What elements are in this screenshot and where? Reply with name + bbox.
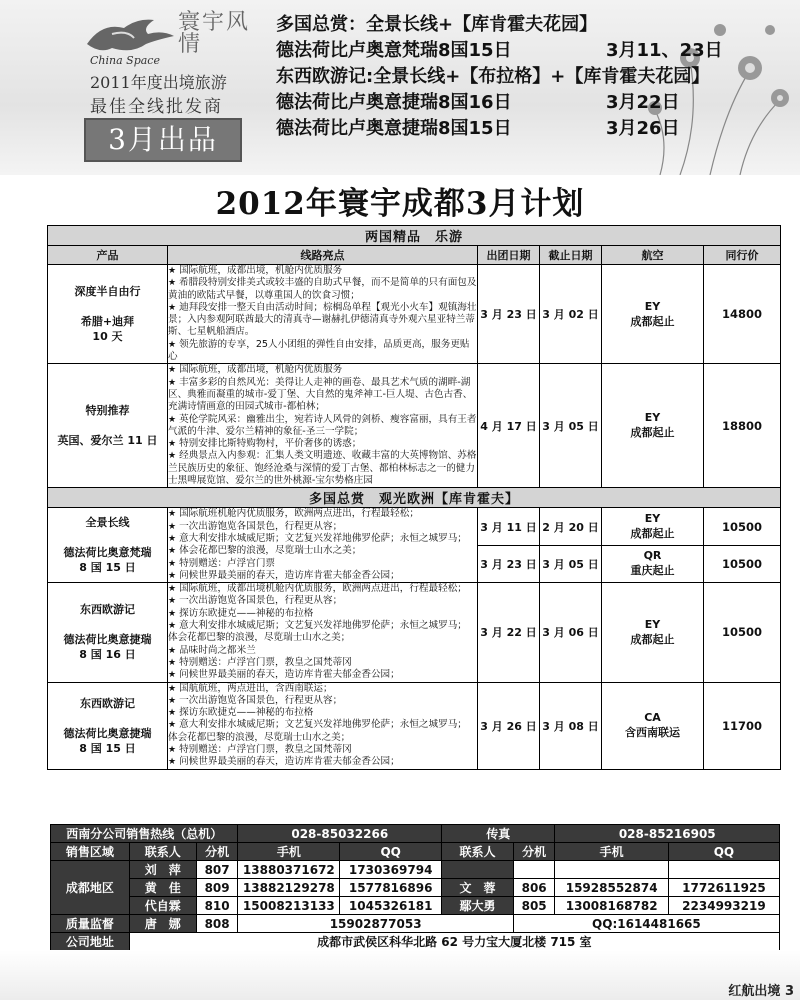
highlight-text: 国航航班，两点进出，含西南联运；	[179, 682, 333, 694]
highlights-cell	[168, 583, 478, 682]
contact-column-header: 联系人	[129, 843, 196, 861]
price: 11700	[704, 682, 781, 769]
column-header: 线路亮点	[168, 246, 478, 265]
highlight-item	[168, 695, 477, 707]
contact-qq	[668, 861, 779, 879]
tour-plan-table	[47, 225, 781, 770]
star-icon: ★	[168, 708, 177, 719]
airline-route: 含西南联运	[625, 726, 680, 740]
product-line: 深度半自由行	[74, 285, 141, 299]
route-item	[276, 116, 786, 142]
route-date: 3月22日	[606, 92, 680, 113]
highlight-text: 探访东欧捷克——神秘的布拉格	[179, 607, 314, 619]
contact-mobile: 15008213133	[238, 897, 340, 915]
highlight-item	[168, 570, 477, 582]
highlight-text: 迪拜段安排一整天自由活动时间；棕榈岛单程【观光小火车】观镇海壮景；入内参观阿联酋最大的清真寺—谢赫扎伊德清真寺外观六星亚特兰蒂斯、七星帆船酒店。	[168, 301, 477, 338]
staff-row	[51, 879, 780, 897]
product-cell	[48, 364, 168, 488]
route-item	[276, 64, 786, 90]
contact-table	[50, 824, 780, 951]
contact-name	[442, 861, 514, 879]
contact-ext: 805	[513, 897, 555, 915]
highlight-item	[168, 645, 477, 657]
star-icon: ★	[168, 608, 177, 619]
highlight-item	[168, 533, 477, 545]
qc-label: 质量监督	[51, 915, 130, 933]
contact-mobile: 13880371672	[238, 861, 340, 879]
footer-page-label: 红航出境 3	[728, 984, 794, 999]
route-name: 东西欧游记:全景长线+【布拉格】+【库肯霍夫花园】	[276, 66, 710, 87]
highlight-text: 问候世界最美丽的春天，造访库肯霍夫郁金香公园；	[179, 569, 400, 581]
highlight-text: 意大利安排水城威尼斯；文艺复兴发祥地佛罗伦萨；永恒之城罗马； 体会花都巴黎的浪漫，尽览瑞士山水之美；	[168, 620, 472, 644]
contact-column-header: 手机	[238, 843, 340, 861]
product-cell	[48, 682, 168, 769]
column-header: 产品	[48, 246, 168, 265]
deadline-date: 3 月 08 日	[540, 682, 602, 769]
highlight-item	[168, 719, 477, 744]
contact-name: 刘 萍	[129, 861, 196, 879]
contact-ext: 806	[513, 879, 555, 897]
flying-horse-icon	[82, 14, 177, 58]
contact-mobile	[555, 861, 668, 879]
price: 10500	[704, 545, 781, 582]
route-name: 德法荷比卢奥意捷瑞8国16日	[276, 92, 512, 113]
airline-code: QR	[643, 549, 662, 563]
deadline-date: 3 月 02 日	[540, 265, 602, 364]
airline-cell	[602, 265, 704, 364]
highlights-cell	[168, 508, 478, 583]
star-icon: ★	[168, 451, 177, 462]
route-date: 3月11、23日	[606, 40, 723, 61]
depart-date: 4 月 17 日	[478, 364, 540, 488]
highlight-item	[168, 744, 477, 756]
highlight-item	[168, 521, 477, 533]
column-header: 同行价	[704, 246, 781, 265]
slogan-line1: 2011年度出境旅游	[90, 73, 227, 92]
route-name: 德法荷比卢奥意梵瑞8国15日	[276, 40, 512, 61]
airline-cell	[602, 508, 704, 545]
star-icon: ★	[168, 683, 177, 694]
product-line: 全景长线	[85, 516, 130, 530]
star-icon: ★	[168, 695, 177, 706]
contact-qq: 2234993219	[668, 897, 779, 915]
hotline-label: 西南分公司销售热线（总机）	[51, 825, 238, 843]
highlight-text: 体会花都巴黎的浪漫，尽览瑞士山水之美；	[179, 545, 362, 557]
product-line	[48, 617, 167, 632]
contact-ext	[513, 861, 555, 879]
highlight-text: 探访东欧捷克——神秘的布拉格	[179, 707, 314, 719]
contact-ext: 807	[196, 861, 238, 879]
highlight-text: 特别赠送：卢浮宫门票，教皇之国梵蒂冈	[179, 743, 352, 755]
highlights-cell	[168, 364, 478, 488]
product-line	[48, 530, 167, 545]
logo-english: China Space	[90, 54, 160, 67]
star-icon: ★	[168, 645, 177, 656]
product-line: 希腊+迪拜	[80, 315, 135, 329]
contact-qq: 1772611925	[668, 879, 779, 897]
qc-name: 唐 娜	[129, 915, 196, 933]
depart-date: 3 月 23 日	[478, 545, 540, 582]
highlight-item	[168, 450, 477, 487]
fax-label: 传真	[442, 825, 555, 843]
star-icon: ★	[168, 757, 177, 768]
deadline-date: 3 月 05 日	[540, 545, 602, 582]
staff-row	[51, 861, 780, 879]
star-icon: ★	[168, 533, 177, 544]
highlight-item	[168, 583, 477, 595]
airline-code: CA	[644, 711, 661, 725]
highlight-item	[168, 756, 477, 768]
highlight-text: 希腊段特别安排美式或较丰盛的自助式早餐，而不是简单的只有面包及黄油的欧陆式早餐，以尊重国人的饮食习惯；	[168, 277, 477, 301]
highlight-text: 领先旅游的专享，25人小团组的弹性自由安排，品质更高，服务更贴心	[168, 338, 470, 363]
star-icon: ★	[168, 509, 177, 520]
product-line: 东西欧游记	[80, 603, 135, 617]
product-line: 8 国 15 日	[79, 561, 136, 575]
highlight-item	[168, 277, 477, 302]
highlight-text: 意大利安排水城威尼斯；文艺复兴发祥地佛罗伦萨；永恒之城罗马； 体会花都巴黎的浪漫，尽览瑞士山水之美；	[168, 719, 472, 743]
product-cell	[48, 265, 168, 364]
highlight-text: 一次出游饱览各国景色，行程更从容；	[179, 595, 343, 607]
address-label: 公司地址	[51, 933, 130, 951]
section-header: 两国精品 乐游	[48, 226, 781, 246]
product-line: 德法荷比奥意梵瑞	[63, 546, 152, 560]
airline-route: 成都起止	[630, 527, 675, 541]
footer-decoration	[0, 950, 800, 1000]
highlight-item	[168, 558, 477, 570]
route-item	[276, 38, 786, 64]
highlight-item	[168, 545, 477, 557]
product-line	[48, 299, 167, 314]
table-row	[48, 508, 781, 545]
price: 10500	[704, 583, 781, 682]
contact-column-header: 联系人	[442, 843, 514, 861]
depart-date: 3 月 23 日	[478, 265, 540, 364]
route-name: 多国总赏：全景长线+【库肯霍夫花园】	[276, 14, 598, 35]
slogan-line2: 最佳全线批发商	[90, 97, 223, 117]
header-banner	[0, 0, 800, 175]
star-icon: ★	[168, 278, 177, 289]
star-icon: ★	[168, 596, 177, 607]
contact-column-header: QQ	[340, 843, 442, 861]
table-row	[48, 682, 781, 769]
airline-route: 成都起止	[630, 314, 675, 328]
contact-name: 代自霖	[129, 897, 196, 915]
product-line	[48, 418, 167, 433]
contact-column-header: 分机	[196, 843, 238, 861]
hotline-number: 028-85032266	[238, 825, 442, 843]
march-badge: 3月出品	[84, 118, 242, 162]
product-line: 东西欧游记	[80, 696, 135, 710]
star-icon: ★	[168, 558, 177, 569]
highlight-item	[168, 339, 477, 364]
highlight-text: 一次出游饱览各国景色，行程更从容；	[179, 694, 343, 706]
highlight-text: 英伦学院风采：幽雅出尘，宛若诗人风骨的剑桥、瘦容富丽，具有王者气派的牛津、爱尔兰精神的象征-圣三一学院；	[168, 413, 477, 437]
product-line: 8 国 15 日	[79, 741, 136, 755]
highlights-cell	[168, 682, 478, 769]
column-header: 截止日期	[540, 246, 602, 265]
contact-mobile: 13882129278	[238, 879, 340, 897]
depart-date: 3 月 11 日	[478, 508, 540, 545]
highlight-item	[168, 508, 477, 520]
price: 10500	[704, 508, 781, 545]
highlight-text: 国际航班，成都出境，机舱内优质服务	[179, 265, 343, 276]
column-header: 航空	[602, 246, 704, 265]
fax-number: 028-85216905	[555, 825, 780, 843]
product-line: 英国、爱尔兰 11 日	[57, 434, 158, 448]
price: 18800	[704, 364, 781, 488]
highlight-text: 特别赠送：卢浮宫门票	[179, 557, 276, 569]
highlight-item	[168, 438, 477, 450]
product-line	[48, 711, 167, 726]
star-icon: ★	[168, 546, 177, 557]
page-title: 2012年寰宇成都3月计划	[215, 186, 585, 222]
product-line: 德法荷比奥意捷瑞	[63, 633, 152, 647]
highlight-text: 意大利安排水城威尼斯；文艺复兴发祥地佛罗伦萨；永恒之城罗马；	[179, 532, 467, 544]
depart-date: 3 月 26 日	[478, 682, 540, 769]
contact-qq: 1045326181	[340, 897, 442, 915]
deadline-date: 2 月 20 日	[540, 508, 602, 545]
highlight-item	[168, 707, 477, 719]
highlight-text: 国际航班机舱内优质服务，欧洲两点进出，行程最轻松；	[179, 508, 419, 520]
highlight-item	[168, 364, 477, 376]
product-line: 10 天	[92, 330, 123, 344]
table-row	[48, 583, 781, 682]
qc-mobile: 15902877053	[238, 915, 513, 933]
highlight-item	[168, 302, 477, 339]
highlight-text: 丰富多彩的自然风光：美得让人走神的画卷、最具艺术气质的湖畔-湖区、典雅而凝重的城市-爱丁堡、大自然的鬼斧神工-巨人堤、古色古香、充满诗情画意的田园式城市-都柏林；	[168, 376, 473, 413]
contact-qq: 1730369794	[340, 861, 442, 879]
region-label: 成都地区	[51, 861, 130, 915]
highlight-item	[168, 414, 477, 439]
column-header: 出团日期	[478, 246, 540, 265]
contact-name: 鄢大勇	[442, 897, 514, 915]
star-icon: ★	[168, 521, 177, 532]
contact-ext: 810	[196, 897, 238, 915]
airline-cell	[602, 545, 704, 582]
contact-mobile: 15928552874	[555, 879, 668, 897]
highlight-item	[168, 669, 477, 681]
highlight-item	[168, 595, 477, 607]
contact-qq: 1577816896	[340, 879, 442, 897]
airline-cell	[602, 583, 704, 682]
highlight-text: 国际航班，成都出境机舱内优质服务，欧洲两点进出，行程最轻松；	[179, 583, 467, 595]
airline-cell	[602, 682, 704, 769]
qc-qq: QQ:1614481665	[513, 915, 779, 933]
highlight-text: 问候世界最美丽的春天，造访库肯霍夫郁金香公园；	[179, 756, 400, 768]
contact-name: 黄 佳	[129, 879, 196, 897]
contact-column-header: 销售区域	[51, 843, 130, 861]
airline-code: EY	[644, 617, 661, 631]
airline-code: EY	[644, 512, 661, 526]
star-icon: ★	[168, 744, 177, 755]
company-address: 成都市武侯区科华北路 62 号力宝大厦北楼 715 室	[129, 933, 779, 951]
highlight-item	[168, 657, 477, 669]
logo-chinese: 寰宇风情	[178, 10, 251, 57]
star-icon: ★	[168, 439, 177, 450]
route-item	[276, 12, 786, 38]
route-item	[276, 90, 786, 116]
star-icon: ★	[168, 302, 177, 313]
star-icon: ★	[168, 720, 177, 731]
airline-route: 成都起止	[630, 426, 675, 440]
star-icon: ★	[168, 584, 177, 595]
airline-code: EY	[644, 299, 661, 313]
star-icon: ★	[168, 414, 177, 425]
highlight-item	[168, 620, 477, 645]
product-line: 特别推荐	[85, 404, 130, 418]
highlight-text: 经典景点入内参观：汇集人类文明遗迹、收藏丰富的大英博物馆、苏格兰民族历史的象征、饱经沧桑与深情的爱丁古堡、都柏林标志之一的健力士黑啤展览馆、爱尔兰的世外桃源-宝尔势格庄园	[168, 450, 477, 487]
section-header: 多国总赏 观光欧洲【库肯霍夫】	[48, 488, 781, 508]
airline-route: 成都起止	[630, 632, 675, 646]
star-icon: ★	[168, 365, 177, 376]
highlight-item	[168, 377, 477, 414]
highlight-text: 问候世界最美丽的春天，造访库肯霍夫郁金香公园；	[179, 669, 400, 681]
highlight-item	[168, 683, 477, 695]
table-row	[48, 364, 781, 488]
deadline-date: 3 月 05 日	[540, 364, 602, 488]
price: 14800	[704, 265, 781, 364]
contact-mobile: 13008168782	[555, 897, 668, 915]
contact-column-header: 分机	[513, 843, 555, 861]
star-icon: ★	[168, 621, 177, 632]
highlight-text: 特别安排比斯特购物村，平价奢侈的诱惑；	[179, 438, 362, 450]
route-list	[276, 12, 786, 142]
product-cell	[48, 508, 168, 583]
contact-column-header: QQ	[668, 843, 779, 861]
table-row	[48, 265, 781, 364]
airline-code: EY	[644, 411, 661, 425]
star-icon: ★	[168, 377, 177, 388]
depart-date: 3 月 22 日	[478, 583, 540, 682]
airline-cell	[602, 364, 704, 488]
highlight-text: 特别赠送：卢浮宫门票，教皇之国梵蒂冈	[179, 656, 352, 668]
brand-logo	[80, 10, 260, 68]
highlight-item	[168, 608, 477, 620]
route-name: 德法荷比卢奥意捷瑞8国15日	[276, 118, 512, 139]
star-icon: ★	[168, 570, 177, 581]
airline-route: 重庆起止	[630, 564, 675, 578]
contact-column-header: 手机	[555, 843, 668, 861]
highlight-text: 国际航班，成都出境，机舱内优质服务	[179, 364, 343, 376]
contact-name: 文 蓉	[442, 879, 514, 897]
product-line: 8 国 16 日	[79, 648, 136, 662]
product-line: 德法荷比奥意捷瑞	[63, 726, 152, 740]
staff-row	[51, 897, 780, 915]
star-icon: ★	[168, 339, 177, 350]
star-icon: ★	[168, 657, 177, 668]
star-icon: ★	[168, 266, 177, 276]
highlight-item	[168, 265, 477, 277]
highlight-text: 品味时尚之都米兰	[179, 644, 256, 656]
product-cell	[48, 583, 168, 682]
deadline-date: 3 月 06 日	[540, 583, 602, 682]
highlights-cell	[168, 265, 478, 364]
contact-ext: 809	[196, 879, 238, 897]
qc-ext: 808	[196, 915, 238, 933]
route-date: 3月26日	[606, 118, 680, 139]
star-icon: ★	[168, 670, 177, 681]
highlight-text: 一次出游饱览各国景色，行程更从容；	[179, 520, 343, 532]
